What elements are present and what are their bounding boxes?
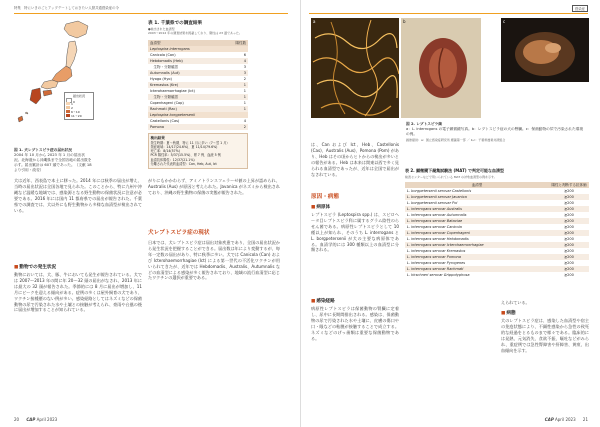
serotype-cell: Castellonis (Cas) (150, 119, 180, 123)
serotype-cell: L. borgpetersenii serovar Castellonis (407, 189, 472, 193)
serotype-cell: Copenhageni (Cop) (150, 101, 184, 105)
titer-cell: ≧200 (549, 266, 589, 272)
serotype-cell: Leptospira borgpetersenii (148, 112, 225, 118)
legend-item: 0 (66, 98, 92, 102)
middle-column-body: がりにもかかわらず、アミノトランスフェラーゼ値の上昇が認められ、Australis (Aus) が原因と考えられた。Javanica がネズミから検出されており、沖縄の野生動物の保菌の実態が報告された。 (148, 178, 280, 195)
serotype-cell: L. interrogans serovar Icterohaemorrhagiae (405, 242, 549, 248)
result-line: 分離された代表的血清型：Can, Heb, Aut, Ict (150, 161, 217, 166)
serotype-cell: Leptospira interrogans (148, 46, 225, 52)
map-legend-title: 届出状況 (72, 94, 85, 98)
figure1-caption (14, 148, 92, 173)
serotype-cell: L. interrogans serovar Rachmati (405, 266, 549, 272)
photo-a-micrograph (311, 18, 399, 118)
section-marker-icon: ■ (311, 299, 316, 304)
section-marker-icon: ■ (501, 311, 506, 316)
figure1-caption-title: 図 1. 犬レプトスピラ症の届出状況 (14, 148, 73, 152)
serotype-cell: Hebdomadis (Heb) (148, 58, 225, 64)
count-cell: 3 (243, 65, 246, 69)
serotype-cell: L. kirschneri serovar Grippotyphosa (407, 273, 470, 277)
environment-graphic (501, 18, 589, 82)
left-column-intro: 犬は近年、西表島で本土に移った。2014 年には秋季の届出が増え、当時の届出状況は全国各地で見られた。このことから、特に九州や沖縄など温暖な地域では、感染源となる野生動物の保菌状況に注意が必要である。2016 年には国内 11 都府県での届出が報告された。千葉県での調査では、犬以外にも野生動物から多様な血清型が検出されている。 (14, 178, 142, 213)
titer-cell: ≧200 (564, 261, 574, 265)
table1-header-count: 陽性数 (225, 40, 248, 46)
titer-cell: ≧200 (549, 230, 589, 236)
right-column-continued: えられている。 (501, 300, 530, 305)
page-number: 20 (14, 417, 20, 422)
photo-label-a: a (313, 19, 316, 24)
table1-results-title: 検出結果 (150, 135, 165, 140)
serotype-cell: L. interrogans serovar Pyrogenes (407, 261, 466, 265)
figure2-caption-title: 図 2. レプトスピラ菌 (406, 122, 442, 126)
count-cell: 4 (243, 119, 246, 123)
serotype-cell: Hyogo (Hyo) (150, 77, 172, 81)
result-line: PCR 陽性率：5/37(15.5%)、肾 7 例、血液 5 例 (150, 153, 221, 158)
titer-cell: ≧200 (564, 225, 574, 229)
result-line: 発生時期：夏～秋期、特に 11 月に多い（7～翌 1 月） (150, 140, 230, 145)
count-cell: 1 (243, 101, 246, 105)
count-cell: 1 (225, 94, 248, 100)
count-cell: 4 (225, 58, 248, 64)
serotype-cell: Canicola (Can) (150, 53, 176, 57)
serotype-cell: L. interrogans serovar Hebdomadis (407, 237, 469, 241)
photo-label-c: c (503, 19, 506, 24)
figure2-caption (406, 122, 586, 137)
disease-body: 犬のレプトスピラ症は、感染した血清型や宿主の免疫状態により、不顕性感染から急性の致死的な経過をとるものまで様々である。臨床的には発熱、元気消失、食欲不振、嘔吐などがみられ、重症例では急性腎障害や肝障害、黄疸、出血傾向を示す。 (501, 318, 589, 353)
count-cell: 1 (225, 106, 248, 112)
table2-title: 表 2. 顕微鏡下凝集試験法 (MAT) で判定可能な血清型 (405, 168, 505, 173)
map-legend (64, 92, 94, 120)
subsection-infection-route: ■感染経路 (311, 299, 335, 304)
page-footer-right (545, 417, 588, 422)
photo-b-kidney (401, 18, 481, 118)
figure2-caption-body: a：L. interrogans の電子顕微鏡写真。b：レプトスピラ症の犬の腎臓。c：保菌動物の尿で汚染された環境の例。 (406, 127, 584, 136)
serotype-cell: L. interrogans serovar Pomona (405, 254, 549, 260)
serotype-cell: L. borgpetersenii serovar Javanica (405, 194, 549, 200)
header-rule (309, 13, 588, 14)
serotype-cell: L. borgpetersenii serovar Poi (407, 201, 458, 205)
table1-title: 表 1. 千葉県での調査結果 (148, 21, 203, 26)
photo-c-environment (501, 18, 589, 82)
page-number: 21 (582, 417, 588, 422)
section-header-badge: 感染症 (569, 5, 588, 12)
photo-label-b: b (403, 19, 406, 24)
legend-item: 2 (66, 106, 92, 110)
table1-note: ●検出された血清型 2003～2012 年の調査結果を掲載しており、陽性は 23 頭であった。 (148, 27, 242, 35)
serotype-cell: L. interrogans serovar Bataviae (405, 218, 549, 224)
titer-cell: ≧200 (549, 218, 589, 224)
titer-cell: ≧200 (564, 189, 574, 193)
count-cell: 3 (225, 70, 248, 76)
cap-logo: CAP (26, 417, 36, 422)
subsection-pathogen: ■病原体 (311, 205, 331, 210)
result-line: 血清抗体陽性：12/37(21.1%) (150, 157, 195, 162)
table-row (405, 272, 589, 278)
titer-cell: ≧200 (549, 242, 589, 248)
serotype-cell: L. interrogans serovar Kremastos (407, 249, 466, 253)
issue-date: April 2023 (555, 417, 576, 422)
serotype-cell: L. interrogans serovar Canicola (407, 225, 462, 229)
count-cell: 1 (243, 89, 246, 93)
serotype-table (148, 40, 248, 130)
titer-cell: ≧200 (564, 273, 574, 277)
titer-cell: ≧200 (564, 201, 574, 205)
count-cell: 2 (225, 124, 248, 130)
table1-header-serotype: 血清型 (148, 40, 225, 46)
section-marker-icon: ■ (311, 205, 316, 210)
japan-map-figure (14, 18, 92, 144)
serotype-cell: L. interrogans serovar Copenhageni (405, 230, 549, 236)
header-rule (14, 13, 288, 14)
serotype-cell: Kremastos (Kre) (148, 82, 225, 88)
table2-note: 検査センターなどで用いられている MAT の対象血清型の例を示す。 (405, 175, 497, 179)
serotype-cell: L. interrogans serovar Australis (405, 206, 549, 212)
table1-results-box (148, 133, 248, 169)
serotype-cell: L. interrogans serovar Autumnalis (407, 213, 467, 217)
pathogen-body: レプトスピラ (Leptospira spp.) は、スピロヘータ目レプトスピラ科に属するグラム陰性のらせん菌である。病原性レプトスピラとして 10 種以上が知られ、そのうち L. interrogans と L. borgpetersenii が犬の主要な病原体である。血清学的には 300 種類以上の血清型に分類される。 (311, 212, 399, 253)
serotype-cell: 生物・分類確認 (148, 94, 225, 100)
result-line: 発症地域：14/17(24.6%)、夏 11/14(79.6%) (150, 144, 218, 149)
serotype-cell: Icterohaemorrhagiae (Ict) (150, 89, 195, 93)
titer-cell: ≧200 (549, 206, 589, 212)
serotype-cell: Rachmati (Rac) (148, 106, 225, 112)
section-marker-icon: ■ (14, 265, 19, 270)
serotype-cell: Autumnalis (Aut) (148, 70, 225, 76)
infection-route-body: 病原性レプトスピラは保菌動物の腎臓に定着し、尿中に長期間排出される。感染は、保菌動物の尿で汚染された水や土壌に、皮膚の傷口や口・眼などの粘膜が接触することで成立する。ネズミなどのげっ歯類は重要な保菌動物である。 (311, 306, 399, 341)
legend-item: 1 (66, 102, 92, 106)
titer-cell: ≧200 (564, 237, 574, 241)
section-animal-occurrence: ■動物での発生状況 (14, 265, 57, 270)
titer-cell: ≧200 (549, 254, 589, 260)
current-status-body: 日本では、犬レプトスピラ症は届出対象疾患であり、全国の届出状況から発生状況を把握することができる。届出数は年により変動するが、毎年一定数の届出があり、特に秋季に多い。犬では Canicola (Can) および Icterohaemorrhagiae (Ict) による第一世代の不活化ワクチンが用いられてきたが、近年では Hebdomadis、Australis、Autumnalis などの血清型による感染が多く報告されており、地域の流行血清型に応じたワクチンの選択が重要である。 (148, 240, 280, 281)
result-line: 死亡率：8/14(57%) (150, 149, 180, 154)
running-header: 特集 特にいきのごとアップデートしておきたい人獣共通感染症の今 (14, 6, 119, 10)
figure1-caption-body: 2004 年 10 月から 2023 年 1 月の届出状況。北海道から沖縄県まで全国各地の届出数を示す。届出累計は 607 頭であった。（文献 18 より引用・改変） (14, 153, 92, 172)
issue-date: April 2023 (36, 417, 58, 422)
titer-cell: ≧200 (564, 249, 574, 253)
japan-map-graphic (14, 18, 92, 144)
count-cell: 6 (243, 53, 246, 57)
table-row (148, 124, 248, 130)
right-page-intro: は、Can および Ict、Heb、Castellonis (Cas)、Australis (Aus)、Pomona (Pom) があり、Heb はその頃からヒトからの検出が多いとの報告がある。Heb は本来は関東以西で多く見られる血清型であったが、近年は全国で届出がなされている。 (311, 142, 399, 177)
page-footer-left (14, 417, 57, 422)
section-current-status: 犬レプトスピラ症の現状 (148, 230, 210, 236)
kidney-graphic (401, 18, 481, 118)
cap-logo: CAP (544, 417, 554, 422)
mat-serotype-table (405, 182, 589, 278)
right-page (300, 0, 600, 427)
subsection-disease: ■病態 (501, 311, 516, 316)
legend-item: 11～20 (66, 114, 92, 118)
count-cell: 2 (243, 77, 246, 81)
section-cause: 原因・病態 (311, 194, 339, 200)
figure2-credit: 画像提供：a：国立感染症研究所 細菌第一部 ／ b,c：千葉県農業共済組合 (406, 138, 506, 142)
spirochete-graphic (311, 18, 399, 118)
titer-cell: ≧200 (564, 213, 574, 217)
legend-item: 6～10 (66, 110, 92, 114)
serotype-cell: 生物・分類確認 (150, 64, 178, 69)
serotype-cell: Pomona (148, 124, 225, 130)
titer-cell: ≧200 (549, 194, 589, 200)
animal-occurrence-body: 動物においては、犬、豚、牛においても発生が報告されている。犬では 2007～2013 年の間に年 20～32 頭の届出がなされ、2013 年には最大の 32 頭が報告された。季節的には 8 月に届出が増加し、11 月にピークを迎える傾向がある。症例の多くは屋外飼育の犬であり、ワクチン接種歴のない例が多い。感染経路としてはネズミなどの保菌動物の尿で汚染された水や土壌との接触が考えられ、豪雨や台風の後に届出が増加することが知られている。 (14, 272, 142, 313)
count-cell: 1 (225, 82, 248, 88)
table2-header-serotype: 血清型 (405, 182, 549, 188)
table2-header-titer: 陽性と判断する抗体価 (549, 182, 589, 188)
